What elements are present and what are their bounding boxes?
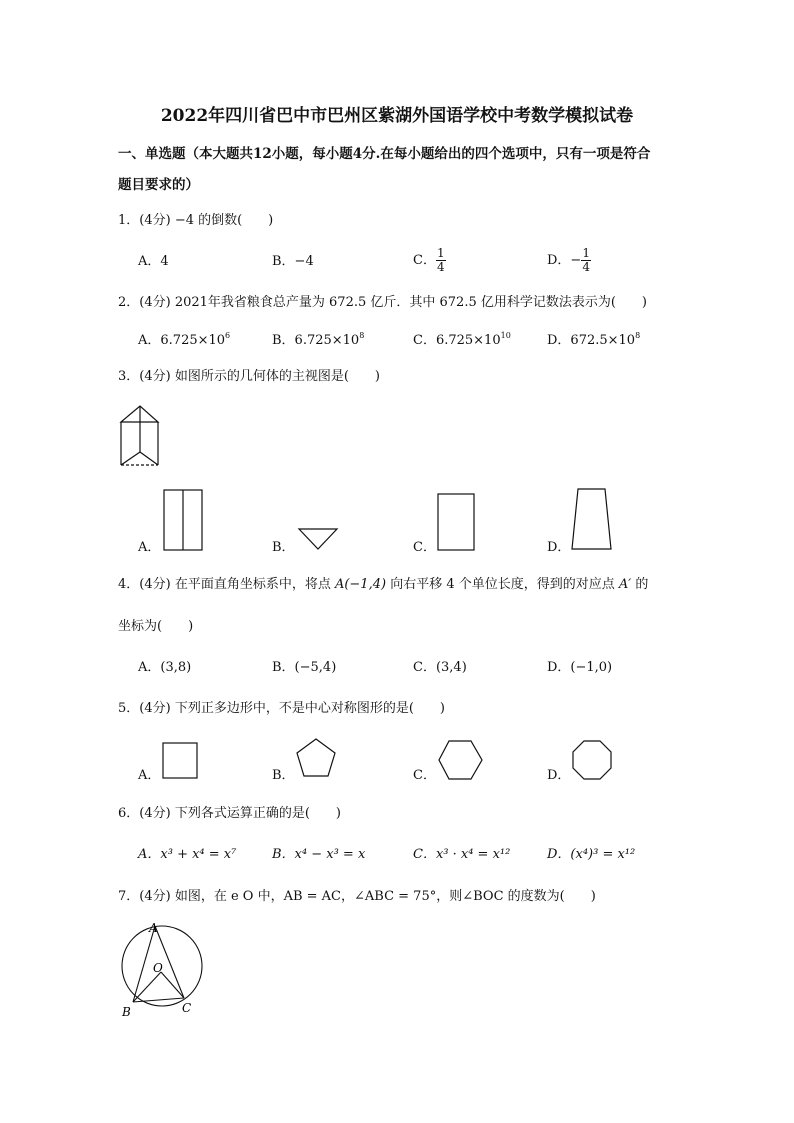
- q4-stem: [118, 576, 648, 594]
- pentagon-shape: [297, 739, 335, 776]
- q4-point-a-prime: A′: [618, 577, 632, 592]
- q2-a-exponent: 6: [225, 331, 231, 340]
- label-a: A: [149, 921, 158, 935]
- segment-oc: [161, 972, 184, 998]
- option-b-triangle: [299, 529, 337, 549]
- q5-option-c-figure: [438, 740, 484, 782]
- q3-option-b: B．: [272, 540, 295, 555]
- q1-d-numerator: 1: [582, 246, 590, 260]
- q6-option-b: B．x⁴ − x³ = x: [272, 847, 366, 862]
- q1-stem: 1．(4分) −4 的倒数( ): [118, 213, 274, 228]
- q1-fraction-c: [436, 247, 446, 274]
- q7-stem: 7．(4分) 如图，在 e O 中，AB = AC，∠ABC = 75°，则∠BOC 的度数为( ): [118, 889, 596, 904]
- q3-stem: 3．(4分) 如图所示的几何体的主视图是( ): [118, 369, 380, 384]
- option-c-rect: [438, 494, 474, 550]
- hexagon-shape: [439, 741, 482, 779]
- q3-option-a: A．: [138, 540, 161, 555]
- q2-a-base: A．6.725×10: [138, 333, 226, 348]
- q4-option-b: B．(−5,4): [272, 660, 337, 675]
- q2-c-exponent: 10: [500, 331, 511, 340]
- q7-circle-figure: [118, 920, 208, 1020]
- q4-point-a: A(−1,4): [334, 577, 387, 592]
- q2-b-base: B．6.725×10: [272, 333, 360, 348]
- q5-option-a: A．: [138, 768, 161, 783]
- label-b: B: [122, 1005, 131, 1019]
- q4-option-d: D．(−1,0): [547, 660, 613, 675]
- q1-option-d: [547, 247, 591, 274]
- q1-option-c: [413, 247, 446, 274]
- q4-option-c: C．(3,4): [413, 660, 467, 675]
- q3-option-b-figure: [298, 528, 340, 552]
- square-shape: [163, 743, 197, 778]
- label-c: C: [182, 1001, 192, 1015]
- prism-bottom-right: [140, 452, 158, 465]
- q2-option-c: [413, 332, 511, 350]
- q5-stem: 5．(4分) 下列正多边形中，不是中心对称图形的是( ): [118, 701, 445, 716]
- q2-d-exponent: 8: [635, 331, 641, 340]
- section-header-line1: 一、单选题（本大题共12小题，每小题4分.在每小题给出的四个选项中，只有一项是符合: [118, 146, 651, 162]
- q6-stem: 6．(4分) 下列各式运算正确的是( ): [118, 806, 341, 821]
- q4-stem-mid: 向右平移 4 个单位长度，得到的对应点: [386, 577, 619, 592]
- page-title: 2022年四川省巴中市巴州区紫湖外国语学校中考数学模拟试卷: [160, 106, 634, 126]
- section-header-line2: 题目要求的）: [118, 177, 199, 193]
- label-o: O: [153, 961, 163, 975]
- q1-option-a: A．4: [138, 254, 169, 269]
- q3-option-d: D．: [547, 540, 571, 555]
- q6-option-d: D．(x⁴)³ = x¹²: [547, 847, 636, 862]
- q2-d-base: D．672.5×10: [547, 333, 636, 348]
- q5-option-b: B．: [272, 768, 295, 783]
- q5-option-a-figure: [162, 742, 200, 780]
- q4-stem-line2: 坐标为( ): [118, 619, 194, 634]
- q3-prism-figure: [118, 402, 168, 472]
- q4-stem-pre: 4．(4分) 在平面直角坐标系中，将点: [118, 577, 335, 592]
- q2-option-d: [547, 332, 640, 350]
- q2-stem: 2．(4分) 2021年我省粮食总产量为 672.5 亿斤．其中 672.5 亿用科学记数法表示为( ): [118, 295, 648, 310]
- q6-option-a: A．x³ + x⁴ = x⁷: [138, 847, 237, 862]
- q1-option-d-label: D．−: [547, 253, 582, 268]
- prism-bottom-left: [121, 452, 140, 465]
- q5-option-c: C．: [413, 768, 436, 783]
- q1-option-b: B．−4: [272, 254, 314, 269]
- q1-d-denominator: 4: [582, 260, 590, 274]
- q3-option-d-figure: [571, 488, 615, 552]
- q3-option-c: C．: [413, 540, 436, 555]
- octagon-shape: [573, 741, 611, 779]
- q2-c-base: C．6.725×10: [413, 333, 501, 348]
- q2-option-a: [138, 332, 230, 350]
- q2-option-b: [272, 332, 364, 350]
- q5-option-d-figure: [572, 740, 614, 782]
- option-d-trapezoid: [572, 489, 611, 549]
- q6-option-c: C．x³ · x⁴ = x¹²: [413, 847, 511, 862]
- q1-fraction-d: [581, 247, 591, 274]
- q1-c-denominator: 4: [436, 260, 445, 274]
- q3-option-c-figure: [438, 494, 476, 552]
- q5-option-d: D．: [547, 768, 571, 783]
- q1-c-numerator: 1: [436, 246, 445, 260]
- q4-stem-post: 的: [631, 577, 649, 592]
- q2-b-exponent: 8: [359, 331, 365, 340]
- q1-option-c-label: C．: [413, 253, 436, 268]
- q3-option-a-figure: [164, 490, 204, 552]
- q5-option-b-figure: [296, 738, 340, 782]
- q4-option-a: A．(3,8): [138, 660, 192, 675]
